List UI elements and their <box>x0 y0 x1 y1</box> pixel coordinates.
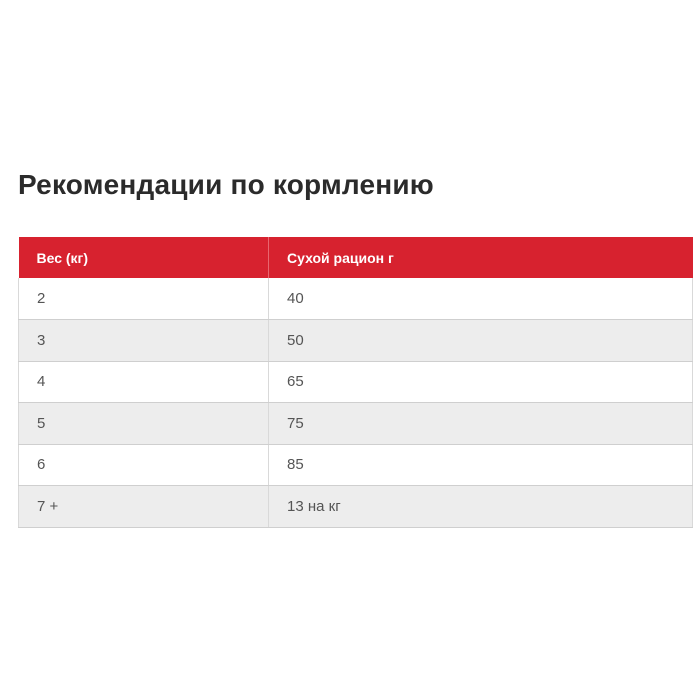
table-row <box>19 486 693 528</box>
cell-weight: 7 + <box>19 486 269 528</box>
feeding-table <box>18 237 693 528</box>
cell-weight: 2 <box>19 278 269 320</box>
cell-dry-ration: 13 на кг <box>269 486 693 528</box>
cell-dry-ration: 65 <box>269 361 693 403</box>
cell-dry-ration: 50 <box>269 320 693 362</box>
table-row <box>19 278 693 320</box>
table-row <box>19 320 693 362</box>
column-header-weight: Вес (кг) <box>19 237 269 278</box>
cell-dry-ration: 75 <box>269 403 693 445</box>
table-body <box>19 278 693 527</box>
table-header <box>19 237 693 278</box>
cell-dry-ration: 85 <box>269 444 693 486</box>
table-row <box>19 403 693 445</box>
page-title: Рекомендации по кормлению <box>18 169 434 200</box>
table-header-row <box>19 237 693 278</box>
cell-weight: 3 <box>19 320 269 362</box>
table-row <box>19 361 693 403</box>
cell-weight: 4 <box>19 361 269 403</box>
cell-dry-ration: 40 <box>269 278 693 320</box>
cell-weight: 5 <box>19 403 269 445</box>
cell-weight: 6 <box>19 444 269 486</box>
table-row <box>19 444 693 486</box>
column-header-dry-ration: Сухой рацион г <box>269 237 693 278</box>
